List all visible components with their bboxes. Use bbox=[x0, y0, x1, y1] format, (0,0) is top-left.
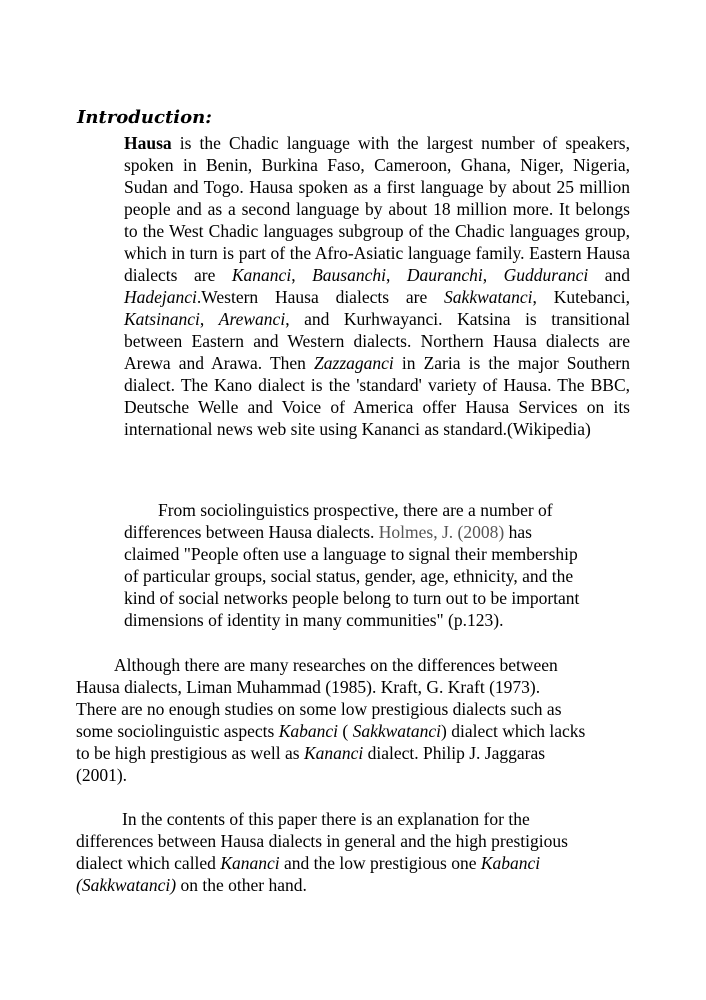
text-run: in Zaria is the major Southern dialect. The Kano dialect is the 'standard' variety of Hausa. The BBC, Deutsche Welle and Voice of America offer Hausa Services on its international news web site using Kananci as standard.(Wikipedia) bbox=[124, 353, 630, 439]
text-line: In the contents of this paper there is an explanation for the bbox=[122, 809, 530, 829]
text-line: kind of social networks people belong to turn out to be important bbox=[124, 588, 580, 608]
text-line: (2001). bbox=[76, 765, 128, 785]
text-run: has bbox=[504, 522, 532, 542]
text-run: , bbox=[385, 265, 407, 285]
dialect-name: Sakkwatanci bbox=[444, 287, 533, 307]
text-run: dialect which called bbox=[76, 853, 221, 873]
dialect-name: Katsinanci bbox=[124, 309, 200, 329]
citation-link[interactable]: Holmes, J. (2008) bbox=[378, 522, 505, 542]
dialect-name: Dauranchi bbox=[406, 265, 483, 285]
text-run: ( bbox=[338, 721, 353, 741]
text-line bbox=[76, 720, 636, 742]
text-line: differences between Hausa dialects in general and the high prestigious bbox=[76, 831, 568, 851]
text-run: some sociolinguistic aspects bbox=[76, 721, 279, 741]
text-run: , and Kurhwayanci. Katsina is transitional between Eastern and Western dialects. Northern Hausa dialects are Arewa and Arawa. Then bbox=[124, 309, 631, 373]
dialect-name: Kananci bbox=[231, 265, 292, 285]
text-run: on the other hand. bbox=[176, 875, 307, 895]
text-run: dialect. Philip J. Jaggaras bbox=[363, 743, 546, 763]
text-line: There are no enough studies on some low prestigious dialects such as bbox=[76, 699, 562, 719]
text-run: and the low prestigious one bbox=[279, 853, 481, 873]
paragraph-intro bbox=[124, 132, 630, 440]
text-line bbox=[124, 521, 630, 543]
text-run: .Western Hausa dialects are bbox=[196, 287, 445, 307]
text-run: differences between Hausa dialects. bbox=[124, 522, 379, 542]
section-heading: Introduction: bbox=[77, 107, 212, 128]
dialect-name: Kananci bbox=[220, 853, 280, 873]
text-line: claimed "People often use a language to signal their membership bbox=[124, 544, 578, 564]
dialect-name: Gudduranci bbox=[503, 265, 589, 285]
text-run: to be high prestigious as well as bbox=[76, 743, 304, 763]
term-hausa: Hausa bbox=[124, 133, 172, 153]
text-run: , bbox=[199, 309, 219, 329]
paragraph-research-gap bbox=[76, 654, 636, 786]
dialect-name: Arewanci bbox=[218, 309, 286, 329]
text-run: and bbox=[588, 265, 630, 285]
text-line: of particular groups, social status, gender, age, ethnicity, and the bbox=[124, 566, 574, 586]
text-run: ) dialect which lacks bbox=[441, 721, 586, 741]
text-run: , bbox=[482, 265, 504, 285]
dialect-name: Bausanchi bbox=[312, 265, 386, 285]
dialect-name: Kabanci bbox=[278, 721, 338, 741]
dialect-name: Kananci bbox=[303, 743, 364, 763]
paragraph-contents bbox=[76, 808, 636, 896]
text-run: , bbox=[291, 265, 313, 285]
text-line: dimensions of identity in many communities" (p.123). bbox=[124, 610, 504, 630]
dialect-name: (Sakkwatanci) bbox=[76, 875, 177, 895]
text-line bbox=[76, 742, 636, 764]
text-line: From sociolinguistics prospective, there are a number of bbox=[158, 500, 553, 520]
text-line bbox=[76, 874, 636, 896]
text-run: is the Chadic language with the largest number of speakers, spoken in Benin, Burkina Faso, Cameroon, Ghana, Niger, Nigeria, Sudan and Togo. Hausa spoken as a first language by about 25 million people and as a second language by about 18 million more. It belongs to the West Chadic languages subgroup of the Chadic languages group, which in turn is part of the Afro-Asiatic language family. Eastern Hausa dialects are bbox=[124, 133, 630, 285]
text-line: Although there are many researches on the differences between bbox=[114, 655, 558, 675]
text-run: , Kutebanci, bbox=[532, 287, 630, 307]
dialect-name: Sakkwatanci bbox=[352, 721, 442, 741]
text-line bbox=[76, 852, 636, 874]
dialect-name: Kabanci bbox=[480, 853, 541, 873]
dialect-name: Hadejanci bbox=[124, 287, 197, 307]
text-line: Hausa dialects, Liman Muhammad (1985). Kraft, G. Kraft (1973). bbox=[76, 677, 541, 697]
dialect-name: Zazzaganci bbox=[314, 353, 394, 373]
paragraph-sociolinguistics bbox=[124, 499, 630, 631]
